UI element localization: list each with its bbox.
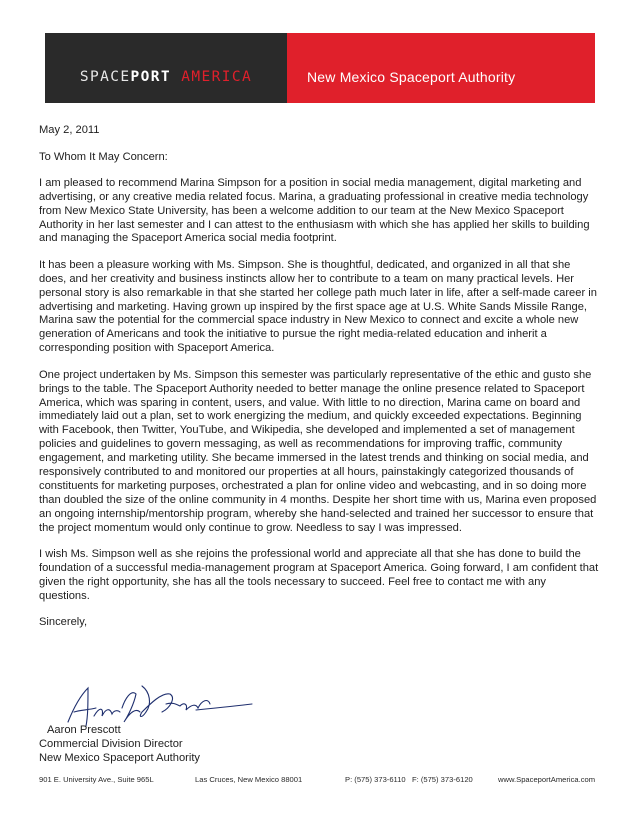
logo-word-space: SPACE <box>79 69 131 85</box>
letterhead-banner <box>45 33 595 103</box>
letter-body <box>39 124 599 630</box>
logo-panel <box>45 33 287 103</box>
letter-date: May 2, 2011 <box>39 124 100 136</box>
organization-panel <box>287 33 595 103</box>
signer-title: Commercial Division Director <box>39 738 183 751</box>
signature-block <box>39 723 200 766</box>
spaceport-america-logo <box>80 69 252 85</box>
signer-organization: New Mexico Spaceport Authority <box>39 752 200 765</box>
logo-word-port: PORT <box>130 69 172 85</box>
logo-word-america: AMERICA <box>181 69 253 85</box>
footer-website[interactable]: www.SpaceportAmerica.com <box>498 775 596 784</box>
signer-name: Aaron Prescott <box>47 724 121 736</box>
paragraph-1: I am pleased to recommend Marina Simpson for a position in social media management, digital marketing and advertising, or any creative media related focus. Marina, a graduating professional in creative media technology from New Mexico State University, has been a welcome addition to our team at the New Mexico Spaceport Authority in her last semester and I can attest to the enthusiasm with which she has applied her skills to building and managing the Spaceport America social media footprint. <box>39 176 590 245</box>
paragraph-3: One project undertaken by Ms. Simpson this semester was particularly representative of the ethic and gusto she brings to the table. The Spaceport Authority needed to better manage the online presence related to Spaceport America, which was sparing in content, users, and value. With little to no direction, Marina came on board and immediately laid out a plan, set to work energizing the medium, and quickly exceeded expectations. Beginning with Facebook, then Twitter, YouTube, and Wikipedia, she developed and implemented a set of management policies and guidelines to govern messaging, as well as recommendations for improving traffic, community engagement, and marketing utility. She became immersed in the latest trends and thinking on social media, and responsively contributed to and monitored our properties at all hours, painstakingly categorized thousands of constituents for marketing purposes, orchestrated a plan for online video and webcasting, and in so doing more than doubled the size of the online community in 4 months. Despite her short time with us, Marina even proposed an ongoing internship/mentorship program, whereby she hand-selected and trained her successor to ensure that the project momentum would only continue to grow. Needless to say I was impressed. <box>39 368 597 534</box>
footer-phone-fax: P: (575) 373-6110 F: (575) 373-6120 <box>345 775 473 784</box>
paragraph-2: It has been a pleasure working with Ms. Simpson. She is thoughtful, dedicated, and organized in all that she does, and her creativity and business instincts allow her to contribute to a team on many practical levels. Her personal story is also remarkable in that she started her college path much later in life, after a self-made career in advertising and marketing. Having grown up inspired by the first space age at U.S. White Sands Missile Range, Marina saw the potential for the commercial space industry in New Mexico to connect and excite a whole new generation of Americans and took the initiative to pursue the right media-related education and inherit a corresponding position with Spaceport America. <box>39 258 597 355</box>
footer-city: Las Cruces, New Mexico 88001 <box>195 775 303 784</box>
letter-closing: Sincerely, <box>39 616 88 629</box>
footer-address: 901 E. University Ave., Suite 965L <box>39 775 154 784</box>
paragraph-4: I wish Ms. Simpson well as she rejoins the professional world and appreciate all that she has done to build the foundation of a successful media-management program at Spaceport America. Going forward, I am confident that given the right opportunity, she has all the tools necessary to succeed. Feel free to contact me with any questions. <box>39 548 599 602</box>
letter-salutation: To Whom It May Concern: <box>39 150 168 163</box>
organization-name: New Mexico Spaceport Authority <box>307 69 516 85</box>
